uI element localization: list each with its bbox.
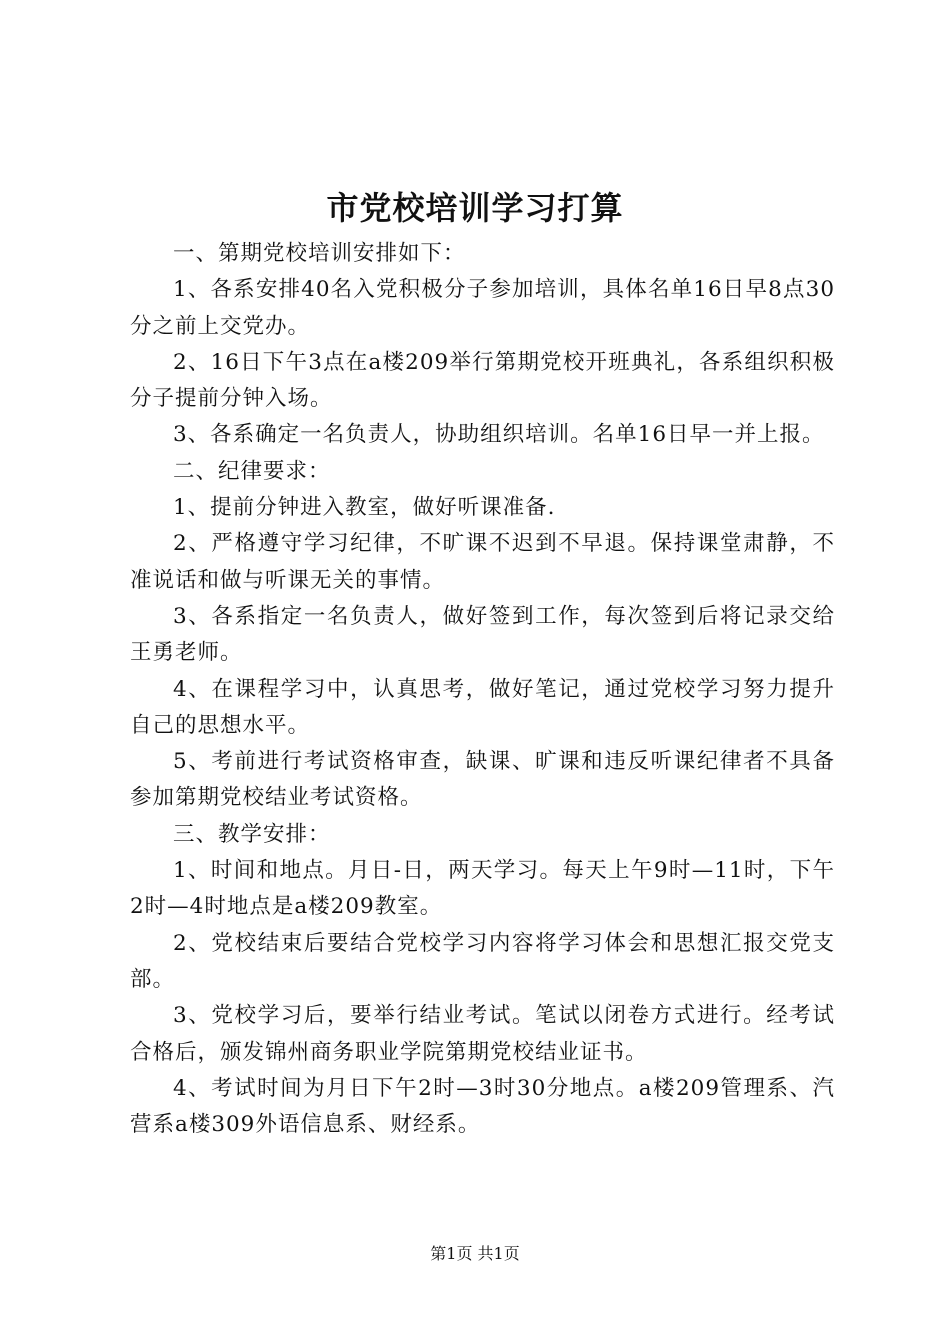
section-heading-2: 二、纪律要求： [173, 458, 331, 484]
document-title: 市党校培训学习打算 [326, 189, 624, 227]
paragraph: 3、各系确定一名负责人，协助组织培训。名单16日早一并上报。 [173, 422, 825, 448]
section-heading-3: 三、教学安排： [173, 821, 331, 847]
paragraph: 1、提前分钟进入教室，做好听课准备. [173, 495, 556, 521]
paragraph: 2、党校结束后要结合党校学习内容将学习体会和思想汇报交党支部。 [130, 930, 835, 992]
paragraph: 2、严格遵守学习纪律，不旷课不迟到不早退。保持课堂肃静，不准说话和做与听课无关的事情。 [130, 531, 835, 593]
paragraph: 1、各系安排40名入党积极分子参加培训，具体名单16日早8点30分之前上交党办。 [130, 277, 835, 339]
paragraph: 5、考前进行考试资格审查，缺课、旷课和违反听课纪律者不具备参加第期党校结业考试资格。 [130, 749, 835, 811]
paragraph: 3、党校学习后，要举行结业考试。笔试以闭卷方式进行。经考试合格后，颁发锦州商务职业学院第期党校结业证书。 [130, 1003, 835, 1065]
paragraph: 4、在课程学习中，认真思考，做好笔记，通过党校学习努力提升自己的思想水平。 [130, 676, 835, 738]
section-heading-1: 一、第期党校培训安排如下： [173, 241, 466, 266]
page-number-footer: 第1页 共1页 [430, 1244, 520, 1263]
paragraph: 3、各系指定一名负责人，做好签到工作，每次签到后将记录交给王勇老师。 [130, 603, 835, 666]
paragraph: 1、时间和地点。月日-日，两天学习。每天上午9时—11时，下午2时—4时地点是a楼209教室。 [130, 858, 835, 920]
document-body [130, 236, 835, 1143]
paragraph: 4、考试时间为月日下午2时—3时30分地点。a楼209管理系、汽营系a楼309外语信息系、财经系。 [130, 1075, 835, 1138]
paragraph: 2、16日下午3点在a楼209举行第期党校开班典礼，各系组织积极分子提前分钟入场。 [130, 349, 835, 412]
